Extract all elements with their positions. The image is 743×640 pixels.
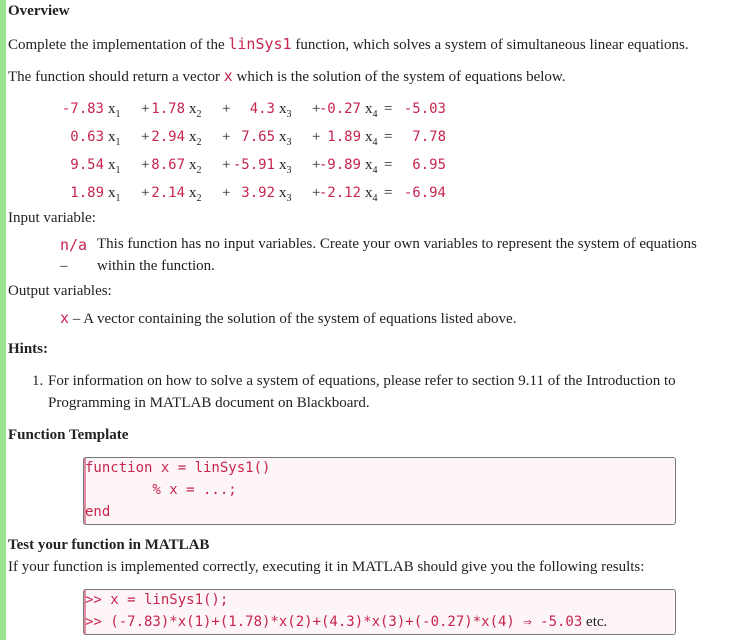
equation-rhs: -5.03 bbox=[403, 101, 446, 117]
equation-row bbox=[60, 101, 460, 123]
equation-variable: $x_1$ bbox=[108, 185, 121, 204]
plus-sign: + bbox=[222, 185, 231, 201]
plus-sign: + bbox=[312, 185, 321, 201]
equation-variable: $x_3$ bbox=[279, 185, 292, 204]
equation-variable: $x_2$ bbox=[189, 129, 202, 148]
return-variable: x bbox=[223, 67, 233, 85]
equals-sign: = bbox=[384, 101, 393, 117]
input-heading: Input variable: bbox=[8, 210, 96, 226]
equation-coefficient: 7.65 bbox=[241, 129, 275, 145]
test-code-block bbox=[83, 589, 676, 635]
plus-sign: + bbox=[141, 129, 150, 145]
code-line: % x = ...; bbox=[85, 482, 237, 498]
equation-row bbox=[60, 157, 460, 179]
plus-sign: + bbox=[312, 129, 321, 145]
equation-variable: $x_3$ bbox=[279, 157, 292, 176]
equation-coefficient: 2.14 bbox=[151, 185, 185, 201]
equation-coefficient: -5.91 bbox=[232, 157, 275, 173]
equation-variable: $x_1$ bbox=[108, 157, 121, 176]
equation-coefficient: 1.89 bbox=[70, 185, 104, 201]
hint-text: For information on how to solve a system of equations, please refer to section 9.11 of the Introduction to bbox=[48, 373, 676, 389]
plus-sign: + bbox=[312, 101, 321, 117]
equation-coefficient: 3.92 bbox=[241, 185, 275, 201]
equals-sign: = bbox=[384, 185, 393, 201]
equation-row bbox=[60, 129, 460, 151]
equation-variable: $x_1$ bbox=[108, 129, 121, 148]
equation-coefficient: 2.94 bbox=[151, 129, 185, 145]
equation-variable: $x_2$ bbox=[189, 101, 202, 120]
plus-sign: + bbox=[141, 101, 150, 117]
equation-variable: $x_4$ bbox=[365, 101, 378, 120]
output-heading: Output variables: bbox=[8, 283, 112, 299]
equation-variable: $x_1$ bbox=[108, 101, 121, 120]
equation-coefficient: 8.67 bbox=[151, 157, 185, 173]
equation-coefficient: -7.83 bbox=[61, 101, 104, 117]
test-description: If your function is implemented correctly, executing it in MATLAB should give you the following results: bbox=[8, 559, 645, 575]
equation-coefficient: -0.27 bbox=[318, 101, 361, 117]
input-var-description: This function has no input variables. Create your own variables to represent the system of equations bbox=[97, 236, 697, 252]
equation-variable: $x_2$ bbox=[189, 157, 202, 176]
equation-row bbox=[60, 185, 460, 207]
equation-rhs: -6.94 bbox=[403, 185, 446, 201]
equation-coefficient: 4.3 bbox=[249, 101, 275, 117]
test-heading: Test your function in MATLAB bbox=[8, 537, 210, 553]
equation-variable: $x_4$ bbox=[365, 185, 378, 204]
equation-coefficient: 1.89 bbox=[327, 129, 361, 145]
output-var: x – A vector containing the solution of the system of equations listed above. bbox=[60, 309, 517, 327]
equation-coefficient: -2.12 bbox=[318, 185, 361, 201]
equation-variable: $x_2$ bbox=[189, 185, 202, 204]
code-line: end bbox=[85, 504, 111, 520]
code-line: >> x = linSys1(); bbox=[85, 592, 229, 608]
overview-intro: Complete the implementation of the linSys1 function, which solves a system of simultaneous linear equations. bbox=[8, 35, 689, 53]
plus-sign: + bbox=[141, 157, 150, 173]
plus-sign: + bbox=[141, 185, 150, 201]
equation-coefficient: -9.89 bbox=[318, 157, 361, 173]
function-name: linSys1 bbox=[228, 35, 292, 53]
equation-variable: $x_3$ bbox=[279, 101, 292, 120]
equation-variable: $x_4$ bbox=[365, 129, 378, 148]
equation-coefficient: 1.78 bbox=[151, 101, 185, 117]
equation-coefficient: 0.63 bbox=[70, 129, 104, 145]
input-var-name: n/a bbox=[60, 236, 88, 254]
input-var-description-cont: within the function. bbox=[97, 258, 215, 274]
equation-rhs: 6.95 bbox=[412, 157, 446, 173]
template-code-block bbox=[83, 457, 676, 525]
input-var-dash: – bbox=[60, 258, 68, 274]
plus-sign: + bbox=[312, 157, 321, 173]
code-line: >> (-7.83)*x(1)+(1.78)*x(2)+(4.3)*x(3)+(-0.27)*x(4) ⇒ -5.03 etc. bbox=[85, 614, 608, 630]
hint-text-cont: Programming in MATLAB document on Blackboard. bbox=[48, 395, 370, 411]
equation-variable: $x_3$ bbox=[279, 129, 292, 148]
template-heading: Function Template bbox=[8, 427, 129, 443]
left-accent-bar bbox=[0, 0, 6, 640]
equals-sign: = bbox=[384, 129, 393, 145]
equation-rhs: 7.78 bbox=[412, 129, 446, 145]
code-line: function x = linSys1() bbox=[85, 460, 271, 476]
plus-sign: + bbox=[222, 157, 231, 173]
plus-sign: + bbox=[222, 101, 231, 117]
equals-sign: = bbox=[384, 157, 393, 173]
equation-coefficient: 9.54 bbox=[70, 157, 104, 173]
plus-sign: + bbox=[222, 129, 231, 145]
overview-heading: Overview bbox=[8, 3, 70, 19]
hints-heading: Hints: bbox=[8, 341, 49, 357]
overview-return: The function should return a vector x which is the solution of the system of equations below. bbox=[8, 67, 566, 85]
hint-number: 1. bbox=[32, 373, 44, 389]
equation-variable: $x_4$ bbox=[365, 157, 378, 176]
